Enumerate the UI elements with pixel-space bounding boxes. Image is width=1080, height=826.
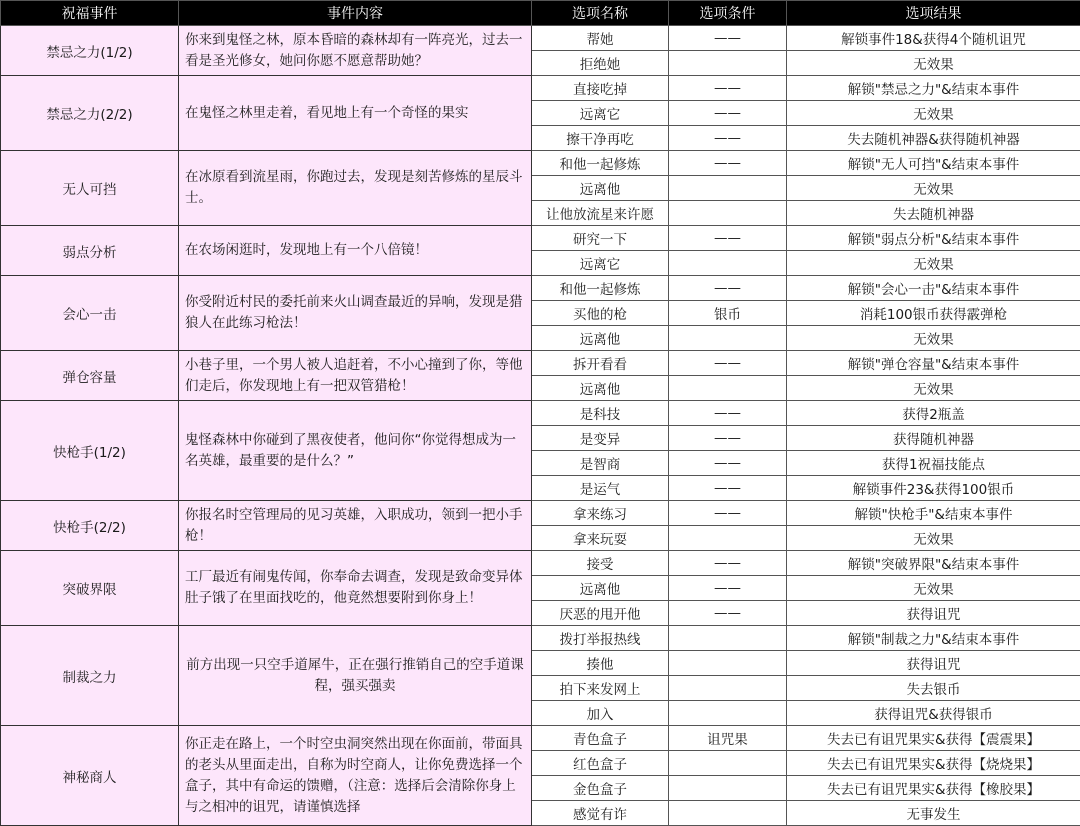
table-row — [1, 501, 1080, 526]
option-name: 拨打举报热线 — [532, 626, 669, 651]
option-name: 是运气 — [532, 476, 669, 501]
option-result: 失去已有诅咒果实&获得【烧烧果】 — [787, 751, 1080, 776]
event-description: 在农场闲逛时，发现地上有一个八倍镜！ — [179, 226, 532, 276]
option-name: 金色盒子 — [532, 776, 669, 801]
option-result: 获得1祝福技能点 — [787, 451, 1080, 476]
option-name: 揍他 — [532, 651, 669, 676]
event-name: 突破界限 — [1, 551, 179, 626]
event-description: 你正走在路上，一个时空虫洞突然出现在你面前，带面具的老头从里面走出，自称为时空商人，让你免费选择一个盒子，其中有命运的馈赠，（注意：选择后会清除你身上与之相冲的诅咒，请谨慎选择 — [179, 726, 532, 826]
option-result: 解锁事件18&获得4个随机诅咒 — [787, 26, 1080, 51]
option-condition: —— — [669, 601, 787, 626]
option-name: 研究一下 — [532, 226, 669, 251]
event-description: 你报名时空管理局的见习英雄，入职成功，领到一把小手枪！ — [179, 501, 532, 551]
header-event: 祝福事件 — [1, 1, 179, 26]
event-name: 弹仓容量 — [1, 351, 179, 401]
event-description: 在鬼怪之林里走着，看见地上有一个奇怪的果实 — [179, 76, 532, 151]
option-condition: —— — [669, 351, 787, 376]
option-result: 获得2瓶盖 — [787, 401, 1080, 426]
header-content: 事件内容 — [179, 1, 532, 26]
table-row — [1, 76, 1080, 101]
event-description: 鬼怪森林中你碰到了黑夜使者，他问你“你觉得想成为一名英雄，最重要的是什么？” — [179, 401, 532, 501]
option-result: 解锁事件23&获得100银币 — [787, 476, 1080, 501]
option-result: 解锁"弹仓容量"&结束本事件 — [787, 351, 1080, 376]
event-name: 快枪手(2/2) — [1, 501, 179, 551]
option-name: 红色盒子 — [532, 751, 669, 776]
option-result: 解锁"弱点分析"&结束本事件 — [787, 226, 1080, 251]
table-row — [1, 276, 1080, 301]
option-result: 无效果 — [787, 176, 1080, 201]
option-condition — [669, 176, 787, 201]
option-result: 解锁"无人可挡"&结束本事件 — [787, 151, 1080, 176]
option-condition — [669, 251, 787, 276]
option-result: 失去随机神器&获得随机神器 — [787, 126, 1080, 151]
option-name: 厌恶的甩开他 — [532, 601, 669, 626]
option-condition: 银币 — [669, 301, 787, 326]
option-result: 失去已有诅咒果实&获得【橡胶果】 — [787, 776, 1080, 801]
option-condition: —— — [669, 426, 787, 451]
option-condition — [669, 676, 787, 701]
event-name: 快枪手(1/2) — [1, 401, 179, 501]
option-result: 失去随机神器 — [787, 201, 1080, 226]
table-row — [1, 151, 1080, 176]
option-result: 解锁"突破界限"&结束本事件 — [787, 551, 1080, 576]
option-result: 获得诅咒 — [787, 651, 1080, 676]
table-row — [1, 626, 1080, 651]
option-condition — [669, 751, 787, 776]
event-name: 神秘商人 — [1, 726, 179, 826]
event-name: 禁忌之力(1/2) — [1, 26, 179, 76]
option-condition: —— — [669, 401, 787, 426]
option-condition: —— — [669, 226, 787, 251]
event-name: 制裁之力 — [1, 626, 179, 726]
option-name: 接受 — [532, 551, 669, 576]
event-description: 工厂最近有闹鬼传闻，你奉命去调查，发现是致命变异体肚子饿了在里面找吃的，他竟然想要附到你身上！ — [179, 551, 532, 626]
option-condition — [669, 801, 787, 826]
option-name: 远离他 — [532, 376, 669, 401]
option-result: 无效果 — [787, 326, 1080, 351]
option-condition: —— — [669, 451, 787, 476]
option-name: 远离他 — [532, 326, 669, 351]
table-row — [1, 551, 1080, 576]
option-result: 无效果 — [787, 251, 1080, 276]
option-result: 失去已有诅咒果实&获得【震震果】 — [787, 726, 1080, 751]
option-condition — [669, 701, 787, 726]
option-name: 和他一起修炼 — [532, 276, 669, 301]
option-result: 无效果 — [787, 576, 1080, 601]
option-name: 和他一起修炼 — [532, 151, 669, 176]
option-name: 是变异 — [532, 426, 669, 451]
option-result: 解锁"禁忌之力"&结束本事件 — [787, 76, 1080, 101]
option-condition — [669, 51, 787, 76]
event-name: 弱点分析 — [1, 226, 179, 276]
option-name: 擦干净再吃 — [532, 126, 669, 151]
event-description: 小巷子里，一个男人被人追赶着，不小心撞到了你，等他们走后，你发现地上有一把双管猎枪！ — [179, 351, 532, 401]
option-result: 无效果 — [787, 51, 1080, 76]
option-condition: —— — [669, 576, 787, 601]
table-row — [1, 726, 1080, 751]
option-result: 无效果 — [787, 376, 1080, 401]
option-name: 让他放流星来许愿 — [532, 201, 669, 226]
option-result: 无事发生 — [787, 801, 1080, 826]
table-row — [1, 351, 1080, 376]
option-result: 消耗100银币获得霰弹枪 — [787, 301, 1080, 326]
option-condition: —— — [669, 101, 787, 126]
event-description: 在冰原看到流星雨，你跑过去，发现是刻苦修炼的星辰斗士。 — [179, 151, 532, 226]
option-condition: —— — [669, 76, 787, 101]
option-name: 远离它 — [532, 251, 669, 276]
option-condition — [669, 376, 787, 401]
option-result: 获得诅咒&获得银币 — [787, 701, 1080, 726]
option-result: 获得诅咒 — [787, 601, 1080, 626]
option-name: 远离他 — [532, 176, 669, 201]
header-row — [1, 1, 1080, 26]
header-option-condition: 选项条件 — [669, 1, 787, 26]
event-description: 你受附近村民的委托前来火山调查最近的异响，发现是猎狼人在此练习枪法！ — [179, 276, 532, 351]
option-name: 拆开看看 — [532, 351, 669, 376]
option-condition: —— — [669, 551, 787, 576]
option-name: 拿来练习 — [532, 501, 669, 526]
option-condition: —— — [669, 26, 787, 51]
option-name: 远离他 — [532, 576, 669, 601]
option-result: 无效果 — [787, 526, 1080, 551]
option-name: 加入 — [532, 701, 669, 726]
option-name: 青色盒子 — [532, 726, 669, 751]
option-condition — [669, 526, 787, 551]
option-name: 直接吃掉 — [532, 76, 669, 101]
option-name: 帮她 — [532, 26, 669, 51]
option-name: 拍下来发网上 — [532, 676, 669, 701]
table-row — [1, 226, 1080, 251]
event-description: 你来到鬼怪之林，原本昏暗的森林却有一阵亮光，过去一看是圣光修女，她问你愿不愿意帮助她？ — [179, 26, 532, 76]
option-name: 买他的枪 — [532, 301, 669, 326]
option-condition — [669, 626, 787, 651]
option-result: 无效果 — [787, 101, 1080, 126]
option-condition: —— — [669, 276, 787, 301]
option-name: 远离它 — [532, 101, 669, 126]
option-result: 解锁"会心一击"&结束本事件 — [787, 276, 1080, 301]
option-result: 解锁"快枪手"&结束本事件 — [787, 501, 1080, 526]
option-condition: —— — [669, 501, 787, 526]
option-result: 获得随机神器 — [787, 426, 1080, 451]
option-name: 感觉有诈 — [532, 801, 669, 826]
option-name: 拿来玩耍 — [532, 526, 669, 551]
option-condition — [669, 651, 787, 676]
option-name: 是科技 — [532, 401, 669, 426]
option-condition: —— — [669, 151, 787, 176]
header-option-name: 选项名称 — [532, 1, 669, 26]
option-result: 失去银币 — [787, 676, 1080, 701]
option-condition — [669, 201, 787, 226]
table-body — [1, 26, 1080, 826]
table-row — [1, 401, 1080, 426]
option-name: 是智商 — [532, 451, 669, 476]
header-option-result: 选项结果 — [787, 1, 1080, 26]
option-result: 解锁"制裁之力"&结束本事件 — [787, 626, 1080, 651]
option-name: 拒绝她 — [532, 51, 669, 76]
option-condition — [669, 326, 787, 351]
option-condition — [669, 776, 787, 801]
event-description: 前方出现一只空手道犀牛，正在强行推销自己的空手道课程，强买强卖 — [179, 626, 532, 726]
event-name: 会心一击 — [1, 276, 179, 351]
event-name: 禁忌之力(2/2) — [1, 76, 179, 151]
table-row — [1, 26, 1080, 51]
option-condition: —— — [669, 126, 787, 151]
option-condition: 诅咒果 — [669, 726, 787, 751]
event-name: 无人可挡 — [1, 151, 179, 226]
option-condition: —— — [669, 476, 787, 501]
